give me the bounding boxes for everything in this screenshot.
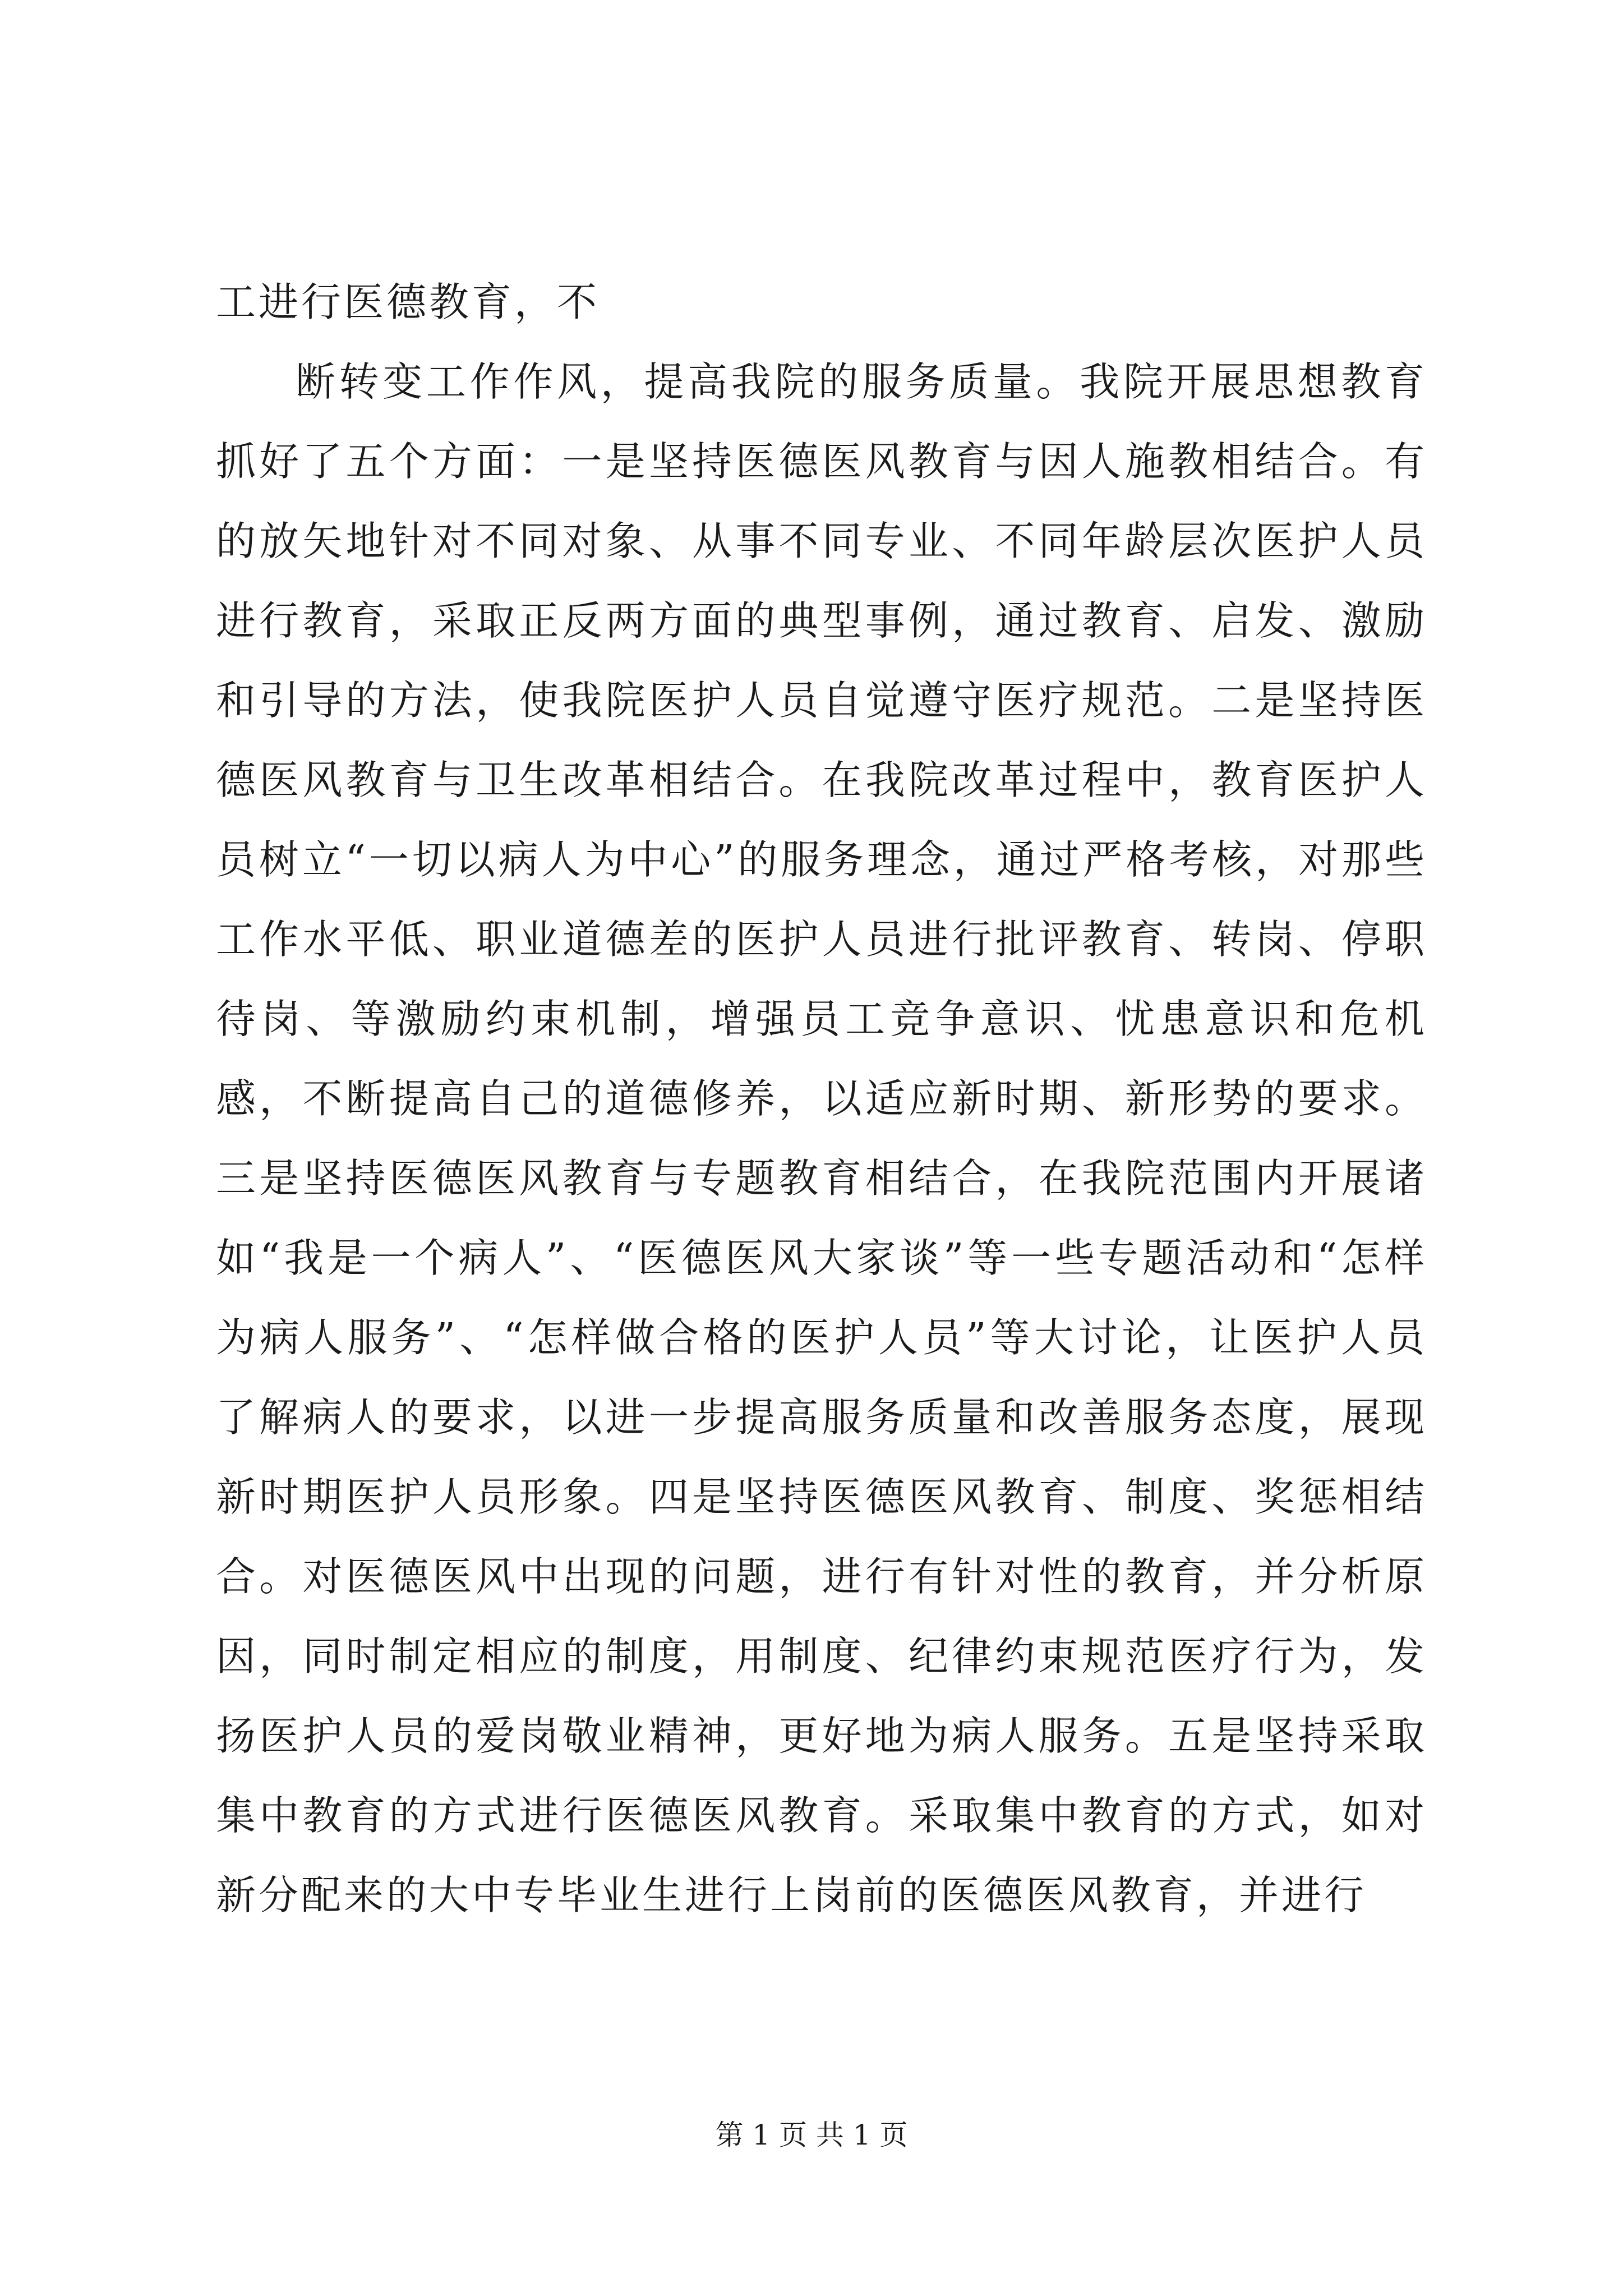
- paragraph-lead: 工进行医德教育，不: [216, 279, 600, 325]
- document-body: [216, 263, 1427, 1935]
- page-number-label: 第 1 页 共 1 页: [715, 2119, 908, 2151]
- paragraph-main: 断转变工作作风，提高我院的服务质量。我院开展思想教育抓好了五个方面：一是坚持医德医风教育与因人施教相结合。有的放矢地针对不同对象、从事不同专业、不同年龄层次医护人员进行教育，采取正反两方面的典型事例，通过教育、启发、激励和引导的方法，使我院医护人员自觉遵守医疗规范。二是坚持医德医风教育与卫生改革相结合。在我院改革过程中，教育医护人员树立“一切以病人为中心”的服务理念，通过严格考核，对那些工作水平低、职业道德差的医护人员进行批评教育、转岗、停职待岗、等激励约束机制，增强员工竞争意识、忧患意识和危机感，不断提高自己的道德修养，以适应新时期、新形势的要求。三是坚持医德医风教育与专题教育相结合，在我院范围内开展诸如“我是一个病人”、“医德医风大家谈”等一些专题活动和“怎样为病人服务”、“怎样做合格的医护人员”等大讨论，让医护人员了解病人的要求，以进一步提高服务质量和改善服务态度，展现新时期医护人员形象。四是坚持医德医风教育、制度、奖惩相结合。对医德医风中出现的问题，进行有针对性的教育，并分析原因，同时制定相应的制度，用制度、纪律约束规范医疗行为，发扬医护人员的爱岗敬业精神，更好地为病人服务。五是坚持采取集中教育的方式进行医德医风教育。采取集中教育的方式，如对新分配来的大中专毕业生进行上岗前的医德医风教育，并进行: [216, 358, 1427, 1918]
- page-footer: [0, 2118, 1623, 2152]
